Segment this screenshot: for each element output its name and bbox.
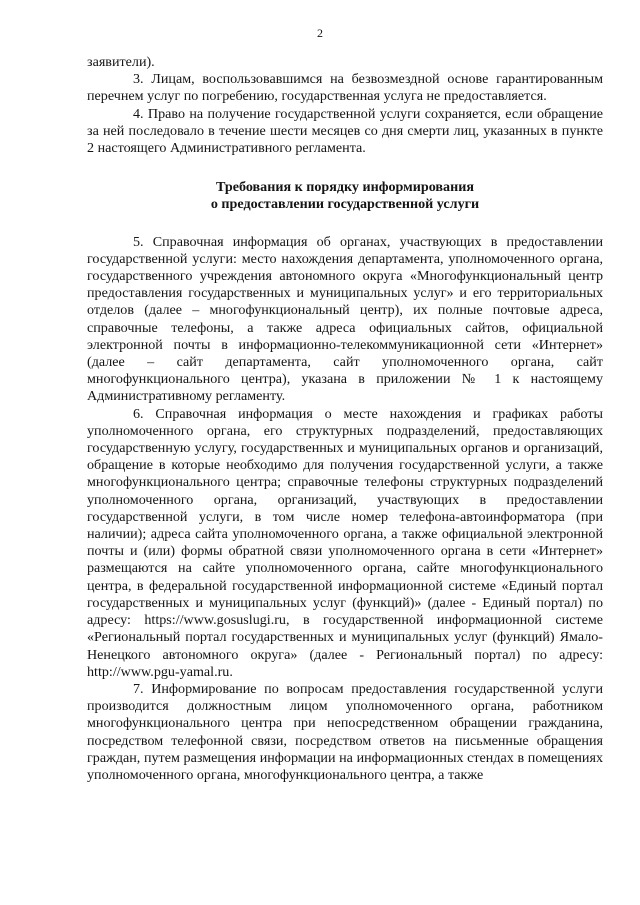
section-heading-line-2: о предоставлении государственной услуги xyxy=(210,196,480,213)
section-heading-line-1: Требования к порядку информирования xyxy=(216,179,474,196)
paragraph-continuation: заявители). xyxy=(87,54,155,70)
paragraph-3: 3. Лицам, воспользовавшимся на безвозмездной основе гарантированным перечнем услуг по погребению, государственная услуга не предоставляется. xyxy=(87,71,603,105)
page-number: 2 xyxy=(317,26,323,40)
paragraph-6: 6. Справочная информация о месте нахождения и графиках работы уполномоченного органа, его структурных подразделений, предоставляющих государственную услугу, государственных и муниципальных органов и организаций, обращение в которые необходимо для получения государственной услуги, а также многофункционального центра; справочные телефоны структурных подразделений уполномоченного органа, организаций, участвующих в предоставлении государственной услуги, в том числе номер телефона-автоинформатора (при наличии); адреса сайта уполномоченного органа, а также официальной электронной почты и (или) формы обратной связи уполномоченного органа в сети «Интернет» размещаются на сайте уполномоченного органа, сайте многофункционального центра, в федеральной государственной информационной системе «Единый портал государственных и муниципальных услуг (функций)» (далее - Единый портал) по адресу: https://www.gosuslugi.ru, в государственной информационной системе «Региональный портал государственных и муниципальных услуг (функций) Ямало-Ненецкого автономного округа» (далее - Региональный портал) по адресу: http://www.pgu-yamal.ru. xyxy=(87,405,603,680)
paragraph-4: 4. Право на получение государственной услуги сохраняется, если обращение за ней последовало в течение шести месяцев со дня смерти лиц, указанных в пункте 2 настоящего Административного регламента. xyxy=(87,105,603,157)
paragraph-5: 5. Справочная информация об органах, участвующих в предоставлении государственной услуги: место нахождения департамента, уполномоченного органа, государственного учреждения автономного округа «Многофункциональный центр предоставления государственных и муниципальных услуг» и его территориальных отделов (далее – многофункциональный центр), их полные почтовые адреса, справочные телефоны, а также адреса официальных сайтов, официальной электронной почты в информационно-телекоммуникационной сети «Интернет» (далее – сайт департамента, сайт уполномоченного органа, сайт многофункционального центра), указана в приложении № 1 к настоящему Административному регламенту. xyxy=(87,233,603,405)
paragraph-7: 7. Информирование по вопросам предоставления государственной услуги производится должностным лицом уполномоченного органа, работником многофункционального центра при непосредственном обращении гражданина, посредством телефонной связи, посредством ответов на письменные обращения граждан, путем размещения информации на информационных стендах в помещениях уполномоченного органа, многофункционального центра, а также xyxy=(87,680,603,783)
document-body xyxy=(87,54,603,784)
section-heading xyxy=(87,179,603,213)
